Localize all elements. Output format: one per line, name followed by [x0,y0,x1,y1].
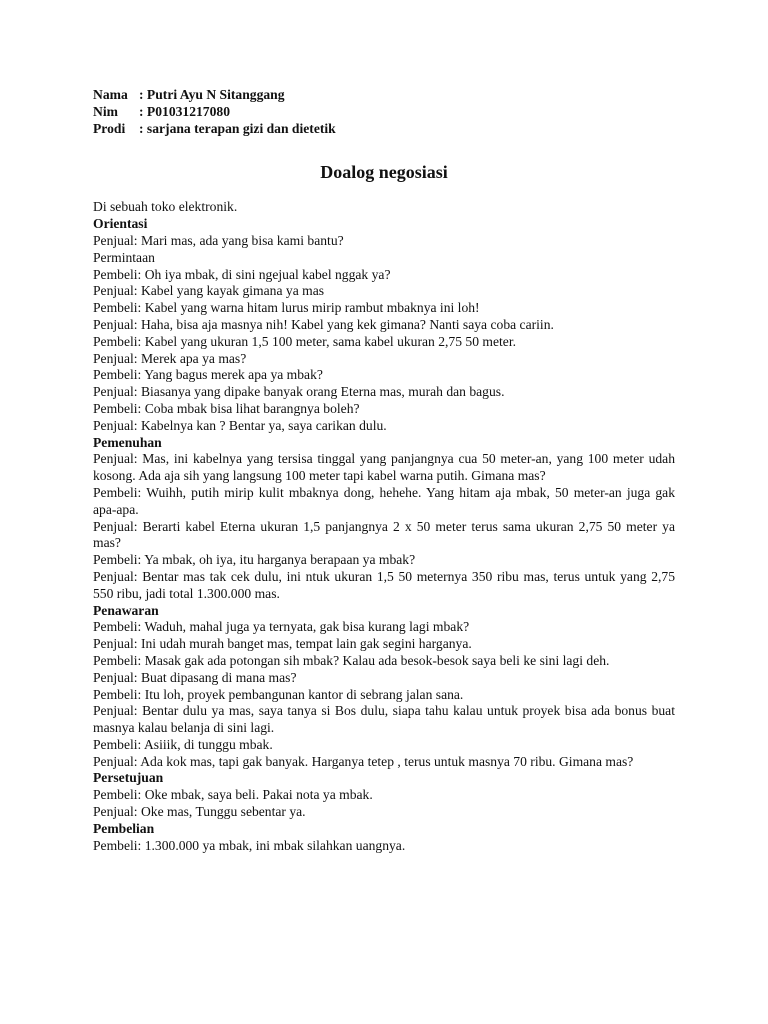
dialog-line: Di sebuah toko elektronik. [93,199,238,215]
section-heading: Orientasi [93,216,148,232]
dialog-line: Pembeli: Asiiik, di tunggu mbak. [93,736,273,752]
dialog-line: Permintaan [93,249,155,265]
identity-row-nim [93,104,336,121]
identity-value: : sarjana terapan gizi dan dietetik [139,120,336,136]
dialog-line: Penjual: Oke mas, Tunggu sebentar ya. [93,804,306,820]
document-title: Doalog negosiasi [320,162,448,183]
dialog-line: Penjual: Ada kok mas, tapi gak banyak. Harganya tetep , terus untuk masnya 70 ribu. Gimana mas? [93,753,634,769]
dialog-line: Penjual: Mari mas, ada yang bisa kami bantu? [93,232,344,248]
section-heading: Pembelian [93,820,155,836]
identity-label: Nim [93,103,118,119]
identity-label: Prodi [93,120,126,136]
section-heading: Penawaran [93,602,159,618]
identity-block [93,87,336,137]
dialog-line: Penjual: Bentar dulu ya mas, saya tanya si Bos dulu, siapa tahu kalau untuk proyek bisa ada bonus buat masnya kalau belanja di sini lagi. [93,703,675,736]
section-heading: Persetujuan [93,770,164,786]
dialog-line: Penjual: Kabel yang kayak gimana ya mas [93,283,325,299]
identity-value: : P01031217080 [139,103,230,119]
dialog-line: Pembeli: Oke mbak, saya beli. Pakai nota ya mbak. [93,787,373,803]
dialog-body [93,199,675,854]
dialog-line: Pembeli: Yang bagus merek apa ya mbak? [93,367,323,383]
dialog-line: Pembeli: Kabel yang warna hitam lurus mirip rambut mbaknya ini loh! [93,300,480,316]
identity-row-nama [93,87,336,104]
dialog-line: Penjual: Merek apa ya mas? [93,350,247,366]
identity-value: : Putri Ayu N Sitanggang [139,87,285,102]
dialog-line: Penjual: Haha, bisa aja masnya nih! Kabel yang kek gimana? Nanti saya coba cariin. [93,316,554,332]
document-page [93,87,675,854]
dialog-line: Penjual: Berarti kabel Eterna ukuran 1,5 panjangnya 2 x 50 meter terus sama ukuran 2,75 50 meter ya mas? [93,518,675,551]
dialog-line: Pembeli: Masak gak ada potongan sih mbak? Kalau ada besok-besok saya beli ke sini lagi deh. [93,652,610,668]
dialog-line: Penjual: Kabelnya kan ? Bentar ya, saya carikan dulu. [93,417,387,433]
identity-label: Nama [93,87,128,102]
dialog-line: Penjual: Ini udah murah banget mas, tempat lain gak segini harganya. [93,636,472,652]
dialog-line: Pembeli: Kabel yang ukuran 1,5 100 meter, sama kabel ukuran 2,75 50 meter. [93,333,517,349]
section-heading: Pemenuhan [93,434,162,450]
identity-row-prodi [93,121,336,138]
dialog-line: Pembeli: Coba mbak bisa lihat barangnya boleh? [93,400,360,416]
dialog-line: Pembeli: 1.300.000 ya mbak, ini mbak silahkan uangnya. [93,837,406,853]
dialog-line: Penjual: Mas, ini kabelnya yang tersisa tinggal yang panjangnya cua 50 meter-an, yang 100 meter udah kosong. Ada aja sih yang langsung 100 meter tapi kabel warna putih. Gimana mas? [93,451,675,484]
dialog-line: Pembeli: Wuihh, putih mirip kulit mbaknya dong, hehehe. Yang hitam aja mbak, 50 meter-an juga gak apa-apa. [93,484,675,517]
dialog-line: Penjual: Biasanya yang dipake banyak orang Eterna mas, murah dan bagus. [93,384,505,400]
dialog-line: Penjual: Buat dipasang di mana mas? [93,669,297,685]
dialog-line: Pembeli: Oh iya mbak, di sini ngejual kabel nggak ya? [93,266,391,282]
dialog-line: Pembeli: Itu loh, proyek pembangunan kantor di sebrang jalan sana. [93,686,464,702]
dialog-line: Pembeli: Ya mbak, oh iya, itu harganya berapaan ya mbak? [93,552,416,568]
dialog-line: Pembeli: Waduh, mahal juga ya ternyata, gak bisa kurang lagi mbak? [93,619,470,635]
dialog-line: Penjual: Bentar mas tak cek dulu, ini ntuk ukuran 1,5 50 meternya 350 ribu mas, terus untuk yang 2,75 550 ribu, jadi total 1.300.000 mas. [93,568,675,601]
